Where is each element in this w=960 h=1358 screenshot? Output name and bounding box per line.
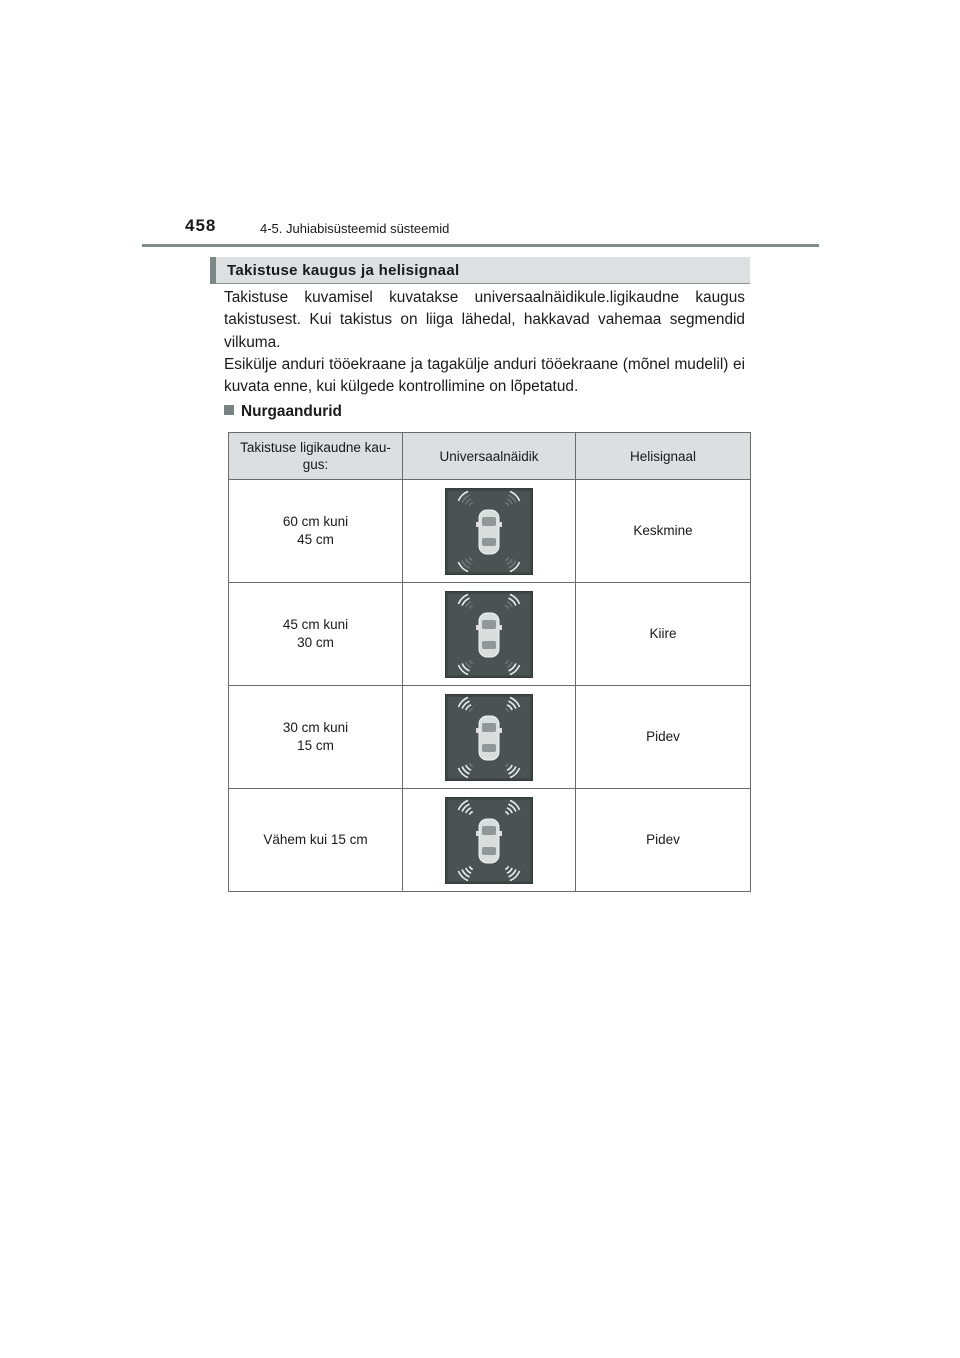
distance-line-1: Vähem kui 15 cm [263,832,368,847]
car-corner-sensor-closest-icon [445,797,533,884]
distance-cell [229,789,403,892]
subheading [224,403,342,421]
header-rule [142,244,819,247]
distance-cell [229,686,403,789]
table-header-row [229,433,751,480]
distance-line-2: 45 cm [297,532,334,547]
header-signal: Helisignaal [576,433,751,480]
table-row [229,583,751,686]
signal-cell: Pidev [576,789,751,892]
table-row [229,686,751,789]
section-heading-bar [210,257,750,284]
subheading-text: Nurgaandurid [241,403,342,420]
section-accent [210,257,216,284]
indicator-cell [403,480,576,583]
section-title: Takistuse kaugus ja helisignaal [227,262,460,279]
chapter-title: 4-5. Juhiabisüsteemid süsteemid [260,221,450,236]
distance-line-1: 45 cm kuni [282,617,349,632]
distance-line-2: 15 cm [297,738,334,753]
table-row [229,789,751,892]
body-paragraph-2: Esikülje anduri tööekraane ja tagakülje anduri tööekraane (mõnel mudelil) ei kuvata enne, kui külgede kontrollimine on lõpetatud. [224,356,745,396]
signal-cell: Keskmine [576,480,751,583]
car-corner-sensor-mid-icon [445,591,533,678]
distance-line-2: 30 cm [297,635,334,650]
signal-cell: Kiire [576,583,751,686]
section-underline [216,283,750,284]
bullet-square-icon [224,405,234,415]
table-row [229,480,751,583]
distance-signal-table [228,432,751,892]
car-corner-sensor-near-icon [445,694,533,781]
distance-cell [229,583,403,686]
car-corner-sensor-far-icon [445,488,533,575]
signal-cell: Pidev [576,686,751,789]
indicator-cell [403,686,576,789]
header-distance: Takistuse ligikaudne kau-gus: [229,433,403,480]
page-number: 458 [185,216,217,235]
indicator-cell [403,789,576,892]
distance-cell [229,480,403,583]
indicator-cell [403,583,576,686]
header-indicator: Universaalnäidik [403,433,576,480]
body-paragraph-1: Takistuse kuvamisel kuvatakse universaalnäidikule.ligikaudne kaugus takistusest. Kui takistus on liiga lähedal, hakkavad vahemaa segmendid vilkuma. [224,289,745,351]
distance-line-1: 60 cm kuni [282,514,349,529]
distance-line-1: 30 cm kuni [282,720,349,735]
